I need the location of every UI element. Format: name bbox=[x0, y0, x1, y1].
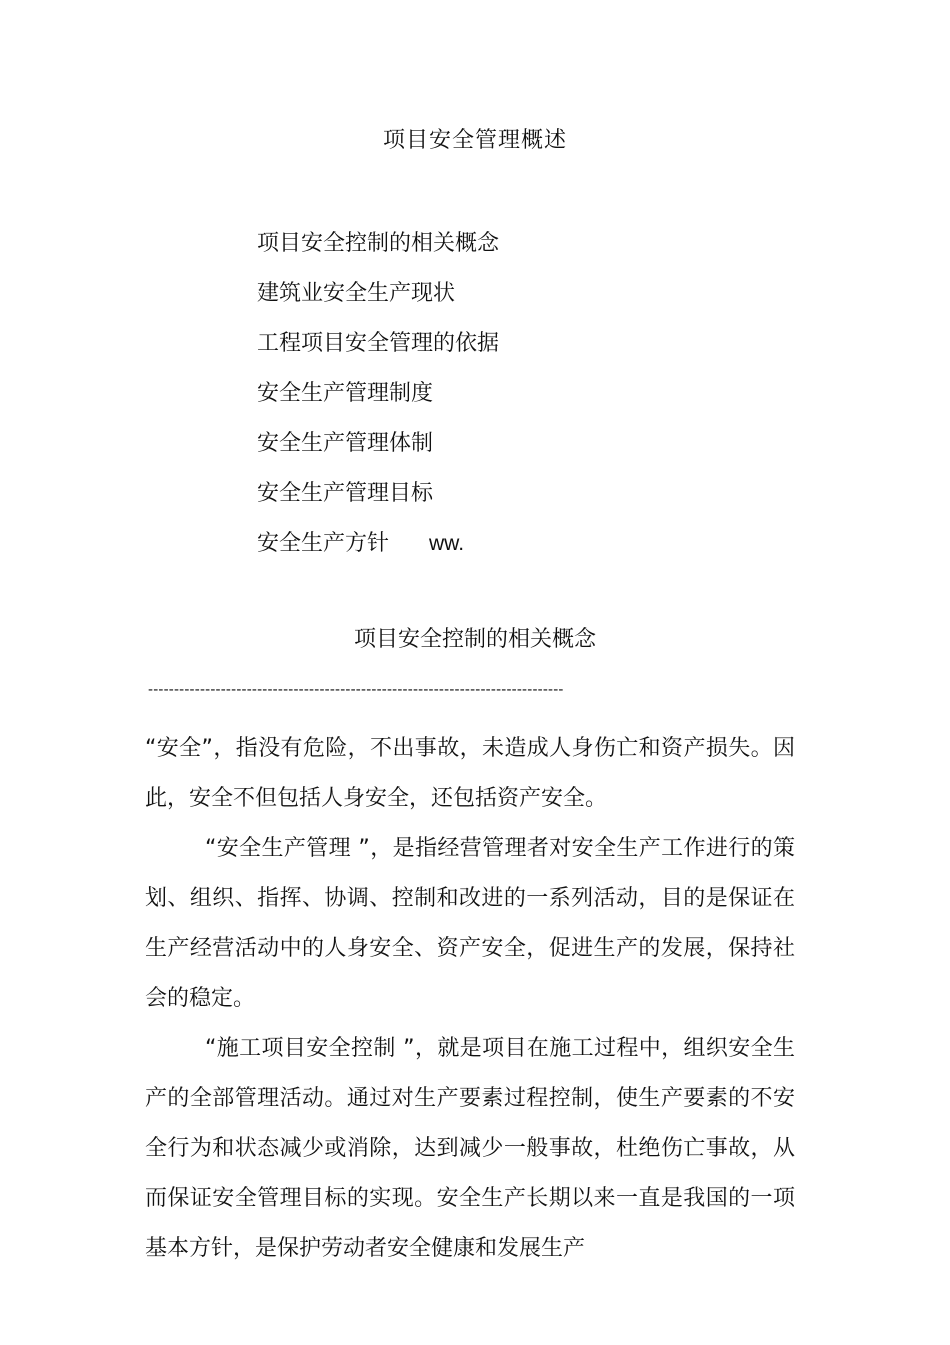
paragraph: “施工项目安全控制 ”，就是项目在施工过程中，组织安全生产的全部管理活动。通过对生产要素过程控制，使生产要素的不安全行为和状态减少或消除，达到减少一般事故，杜绝伤亡事故，从而保证安全管理目标的实现。安全生产长期以来一直是我国的一项基本方针，是保护劳动者安全健康和发展生产 bbox=[145, 1036, 795, 1261]
toc-item bbox=[257, 328, 499, 378]
toc-item bbox=[257, 228, 499, 278]
toc-item bbox=[257, 478, 499, 528]
toc-item-label: 安全生产管理制度 bbox=[257, 381, 434, 406]
paragraph: “安全生产管理 ”，是指经营管理者对安全生产工作进行的策划、组织、指挥、协调、控制和改进的一系列活动，目的是保证在生产经营活动中的人身安全、资产安全，促进生产的发展，保持社会的稳定。 bbox=[145, 836, 795, 1011]
toc-item bbox=[257, 278, 499, 328]
paragraph: “安全”，指没有危险，不出事故，未造成人身伤亡和资产损失。因此，安全不但包括人身安全，还包括资产安全。 bbox=[145, 736, 795, 811]
section-body bbox=[145, 724, 795, 1274]
toc-item-label: 安全生产方针 bbox=[257, 531, 390, 556]
toc-item-label: 安全生产管理体制 bbox=[257, 431, 434, 456]
toc-item bbox=[257, 378, 499, 428]
dashed-divider: -------------------------------------------------------------------------------- bbox=[148, 681, 564, 698]
toc-item bbox=[257, 528, 499, 578]
section-title: 项目安全控制的相关概念 bbox=[353, 627, 596, 652]
document-title: 项目安全管理概述 bbox=[382, 128, 567, 153]
table-of-contents bbox=[257, 228, 499, 578]
toc-item-label: 安全生产管理目标 bbox=[257, 481, 434, 506]
toc-item-label: 工程项目安全管理的依据 bbox=[257, 331, 500, 356]
toc-item-label: 建筑业安全生产现状 bbox=[257, 281, 456, 306]
toc-item-suffix: ww. bbox=[429, 532, 465, 555]
toc-item-label: 项目安全控制的相关概念 bbox=[257, 231, 500, 256]
toc-item bbox=[257, 428, 499, 478]
